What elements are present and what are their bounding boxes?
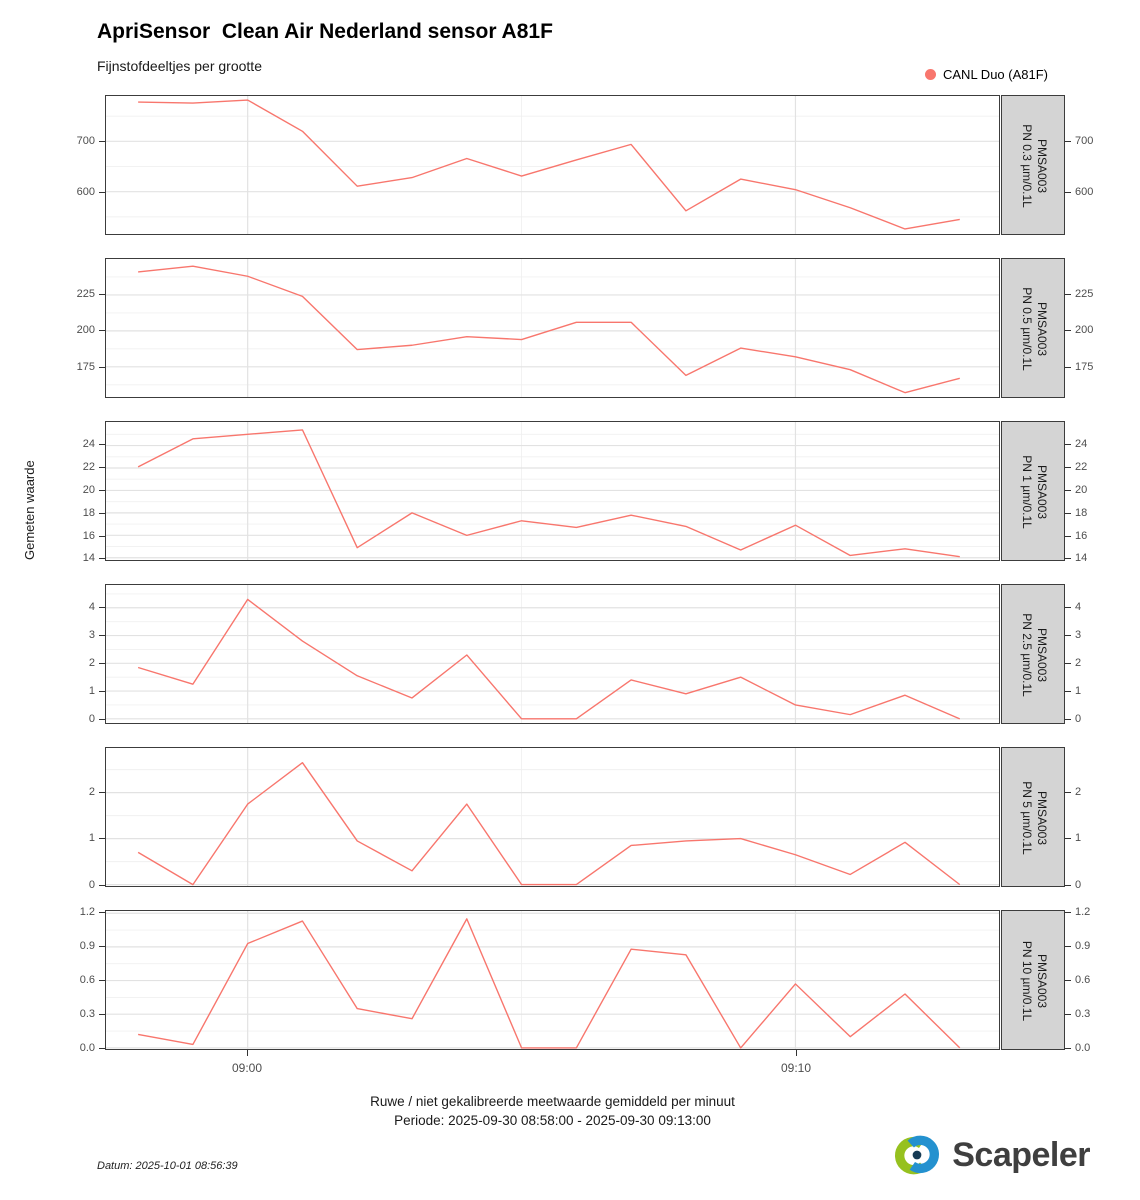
y-tick-mark-left xyxy=(99,330,105,331)
y-tick-mark-right xyxy=(1065,792,1071,793)
facet-plot xyxy=(106,585,999,723)
facet-strip xyxy=(1001,421,1065,561)
facet-plot xyxy=(106,96,999,234)
facet-strip-label xyxy=(1002,259,1066,399)
y-tick-mark-left xyxy=(99,1014,105,1015)
y-tick-label-left: 0 xyxy=(88,713,95,726)
facet-strip-line2: PN 10 µm/0.1L xyxy=(1020,940,1034,1022)
y-tick-label-right: 4 xyxy=(1075,600,1082,613)
facet-strip xyxy=(1001,95,1065,235)
y-tick-mark-right xyxy=(1065,192,1071,193)
y-tick-mark-left xyxy=(99,885,105,886)
y-tick-mark-left xyxy=(99,513,105,514)
y-tick-label-right: 700 xyxy=(1075,134,1094,147)
y-tick-mark-right xyxy=(1065,912,1071,913)
facet-strip-label xyxy=(1002,96,1066,236)
y-tick-mark-right xyxy=(1065,467,1071,468)
series-line xyxy=(138,919,960,1048)
y-tick-mark-left xyxy=(99,558,105,559)
facet-strip xyxy=(1001,584,1065,724)
y-tick-label-right: 200 xyxy=(1075,324,1094,337)
y-tick-mark-right xyxy=(1065,367,1071,368)
y-tick-label-left: 18 xyxy=(82,506,95,519)
facet-panel xyxy=(105,584,1000,724)
y-tick-label-right: 0 xyxy=(1075,713,1082,726)
y-tick-label-left: 0 xyxy=(88,879,95,892)
facet-plot xyxy=(106,259,999,397)
y-tick-mark-right xyxy=(1065,294,1071,295)
y-tick-mark-right xyxy=(1065,1014,1071,1015)
y-tick-label-left: 22 xyxy=(82,461,95,474)
x-tick-label: 09:10 xyxy=(780,1061,812,1075)
y-tick-mark-left xyxy=(99,792,105,793)
y-tick-mark-right xyxy=(1065,513,1071,514)
brand-logo xyxy=(890,1128,1090,1182)
facet-strip xyxy=(1001,258,1065,398)
facet-strip-line2: PN 0.3 µm/0.1L xyxy=(1020,124,1034,208)
facet-strip-label xyxy=(1002,911,1066,1051)
legend xyxy=(925,67,1048,82)
y-tick-mark-left xyxy=(99,192,105,193)
facet-panel xyxy=(105,258,1000,398)
x-tick-mark xyxy=(796,1050,797,1056)
y-tick-mark-left xyxy=(99,367,105,368)
y-tick-label-right: 20 xyxy=(1075,483,1088,496)
y-tick-label-left: 3 xyxy=(88,628,95,641)
y-tick-mark-left xyxy=(99,691,105,692)
legend-label: CANL Duo (A81F) xyxy=(943,67,1048,82)
y-tick-mark-right xyxy=(1065,980,1071,981)
y-axis-title: Gemeten waarde xyxy=(22,460,37,560)
facet-panel xyxy=(105,747,1000,887)
y-tick-label-left: 14 xyxy=(82,552,95,565)
facet-plot xyxy=(106,748,999,886)
series-line xyxy=(138,100,960,229)
facet-strip-line1: PMSA003 xyxy=(1035,464,1049,520)
scapeler-logo-icon xyxy=(890,1128,944,1182)
y-tick-mark-right xyxy=(1065,490,1071,491)
y-tick-label-right: 0.3 xyxy=(1075,1008,1091,1021)
facet-plot xyxy=(106,911,999,1049)
facet-panel xyxy=(105,910,1000,1050)
facet-strip-label xyxy=(1002,422,1066,562)
facet-strip-line1: PMSA003 xyxy=(1035,138,1049,194)
brand-name: Scapeler xyxy=(952,1135,1090,1174)
y-tick-label-left: 16 xyxy=(82,529,95,542)
facet-plot xyxy=(106,422,999,560)
y-tick-label-left: 24 xyxy=(82,438,95,451)
y-tick-label-left: 1.2 xyxy=(79,905,95,918)
facet-strip-label xyxy=(1002,748,1066,888)
facet-strip-line2: PN 5 µm/0.1L xyxy=(1020,781,1034,855)
y-tick-mark-left xyxy=(99,467,105,468)
y-tick-mark-right xyxy=(1065,719,1071,720)
y-tick-mark-left xyxy=(99,490,105,491)
facet-strip-line1: PMSA003 xyxy=(1035,953,1049,1009)
y-tick-label-right: 175 xyxy=(1075,360,1094,373)
y-tick-label-right: 1 xyxy=(1075,832,1082,845)
y-tick-mark-left xyxy=(99,980,105,981)
y-tick-label-right: 16 xyxy=(1075,529,1088,542)
y-tick-mark-left xyxy=(99,838,105,839)
y-tick-mark-right xyxy=(1065,838,1071,839)
y-tick-label-right: 2 xyxy=(1075,785,1082,798)
facet-strip xyxy=(1001,747,1065,887)
y-tick-label-right: 0.6 xyxy=(1075,974,1091,987)
y-tick-mark-right xyxy=(1065,141,1071,142)
y-tick-label-left: 225 xyxy=(76,288,95,300)
y-tick-label-left: 600 xyxy=(76,185,95,198)
y-tick-mark-left xyxy=(99,946,105,947)
page-subtitle: Fijnstofdeeltjes per grootte xyxy=(97,58,262,74)
y-tick-label-left: 0.3 xyxy=(79,1008,95,1021)
y-tick-label-right: 22 xyxy=(1075,461,1088,474)
y-tick-mark-right xyxy=(1065,444,1071,445)
y-tick-mark-left xyxy=(99,719,105,720)
y-tick-label-right: 1 xyxy=(1075,685,1082,698)
y-tick-label-right: 600 xyxy=(1075,185,1094,198)
y-tick-mark-left xyxy=(99,912,105,913)
facet-strip-line2: PN 1 µm/0.1L xyxy=(1020,455,1034,529)
y-tick-label-right: 14 xyxy=(1075,552,1088,565)
y-tick-mark-right xyxy=(1065,1048,1071,1049)
y-tick-mark-left xyxy=(99,663,105,664)
facet-strip-line2: PN 0.5 µm/0.1L xyxy=(1020,287,1034,371)
facet-strip xyxy=(1001,910,1065,1050)
y-tick-label-right: 3 xyxy=(1075,628,1082,641)
y-tick-mark-right xyxy=(1065,558,1071,559)
y-tick-label-left: 2 xyxy=(88,656,95,669)
y-tick-label-left: 0.0 xyxy=(79,1042,95,1055)
y-tick-mark-left xyxy=(99,444,105,445)
page-title: ApriSensor Clean Air Nederland sensor A81F xyxy=(97,20,553,43)
x-axis-caption: Ruwe / niet gekalibreerde meetwaarde gemiddeld per minuut xyxy=(370,1094,735,1109)
y-tick-label-left: 200 xyxy=(76,324,95,337)
facet-strip-label xyxy=(1002,585,1066,725)
y-tick-label-right: 225 xyxy=(1075,288,1094,300)
series-line xyxy=(138,763,960,885)
y-tick-mark-right xyxy=(1065,536,1071,537)
y-tick-label-right: 0.9 xyxy=(1075,939,1091,952)
y-tick-label-right: 1.2 xyxy=(1075,905,1091,918)
y-tick-label-right: 0.0 xyxy=(1075,1042,1091,1055)
y-tick-mark-right xyxy=(1065,885,1071,886)
y-tick-mark-left xyxy=(99,536,105,537)
series-line xyxy=(138,599,960,718)
y-tick-label-left: 0.6 xyxy=(79,974,95,987)
y-tick-label-left: 20 xyxy=(82,483,95,496)
y-tick-mark-right xyxy=(1065,691,1071,692)
legend-dot-icon xyxy=(925,69,936,80)
y-tick-mark-right xyxy=(1065,663,1071,664)
x-tick-mark xyxy=(247,1050,248,1056)
y-tick-label-left: 1 xyxy=(88,832,95,845)
y-tick-label-right: 18 xyxy=(1075,506,1088,519)
y-tick-label-right: 2 xyxy=(1075,656,1082,669)
period-caption: Periode: 2025-09-30 08:58:00 - 2025-09-30 09:13:00 xyxy=(394,1113,711,1128)
y-tick-label-right: 0 xyxy=(1075,879,1082,892)
y-tick-label-left: 4 xyxy=(88,600,95,613)
y-tick-label-left: 2 xyxy=(88,785,95,798)
y-tick-mark-left xyxy=(99,141,105,142)
facet-strip-line1: PMSA003 xyxy=(1035,627,1049,683)
series-line xyxy=(138,266,960,392)
y-tick-mark-left xyxy=(99,1048,105,1049)
y-tick-label-left: 0.9 xyxy=(79,939,95,952)
y-tick-mark-right xyxy=(1065,635,1071,636)
y-tick-mark-left xyxy=(99,294,105,295)
y-tick-label-left: 175 xyxy=(76,360,95,373)
facet-panel xyxy=(105,95,1000,235)
facet-strip-line1: PMSA003 xyxy=(1035,301,1049,357)
y-tick-label-right: 24 xyxy=(1075,438,1088,451)
datum-timestamp: Datum: 2025-10-01 08:56:39 xyxy=(97,1160,238,1172)
facet-strip-line1: PMSA003 xyxy=(1035,790,1049,846)
y-tick-mark-right xyxy=(1065,330,1071,331)
x-tick-label: 09:00 xyxy=(231,1061,263,1075)
y-tick-label-left: 700 xyxy=(76,134,95,147)
y-tick-mark-right xyxy=(1065,946,1071,947)
y-tick-mark-left xyxy=(99,635,105,636)
y-tick-label-left: 1 xyxy=(88,685,95,698)
y-tick-mark-left xyxy=(99,607,105,608)
y-tick-mark-right xyxy=(1065,607,1071,608)
facet-panel xyxy=(105,421,1000,561)
series-line xyxy=(138,430,960,557)
facet-strip-line2: PN 2.5 µm/0.1L xyxy=(1020,613,1034,697)
